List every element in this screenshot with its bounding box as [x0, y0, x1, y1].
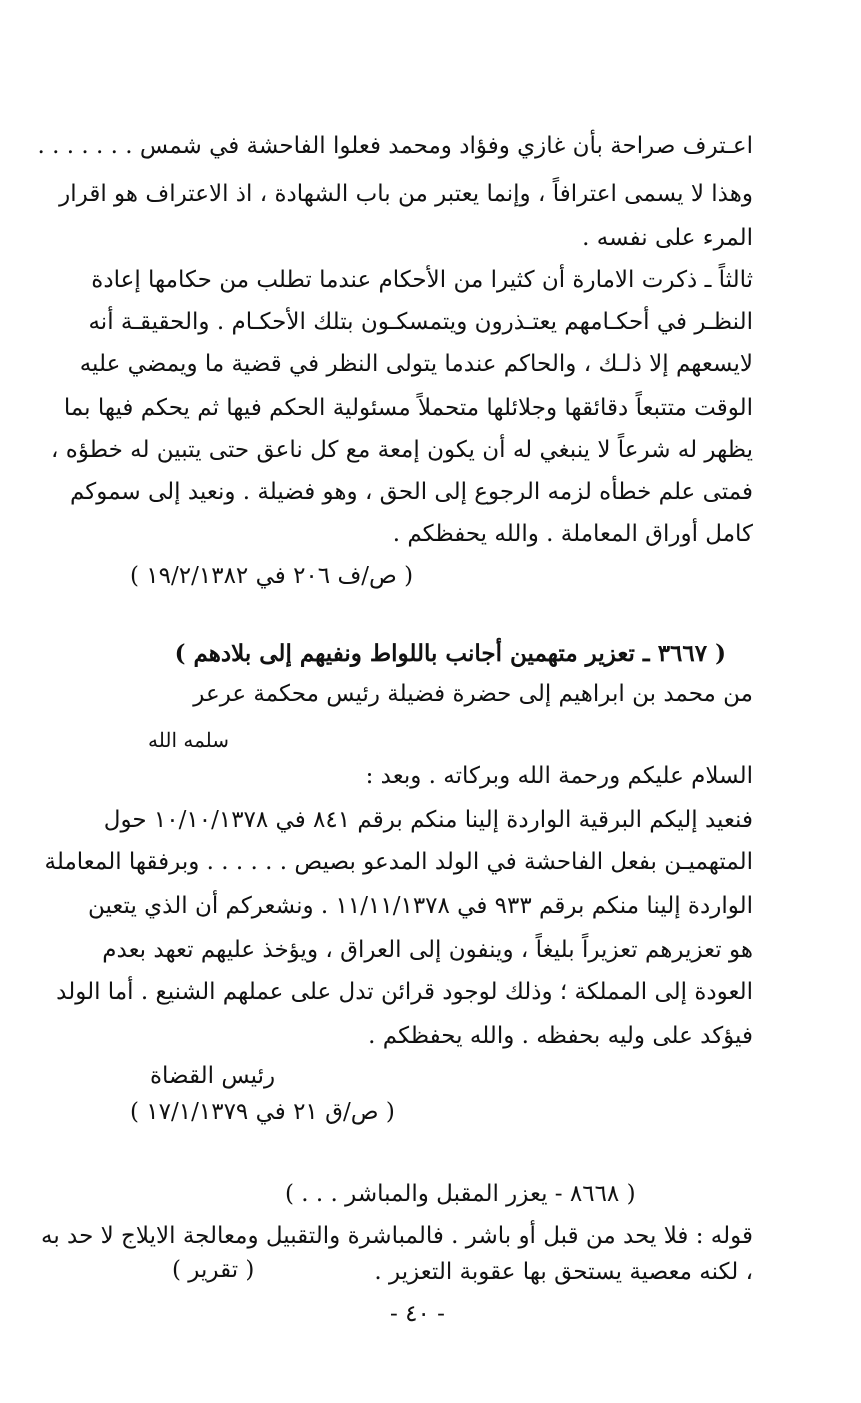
paragraph-line: الواردة إلينا منكم برقم ٩٣٣ في ١١/١١/١٣٧٨ . ونشعركم أن الذي يتعين: [87, 893, 753, 919]
paragraph-line: كامل أوراق المعاملة . والله يحفظكم .: [392, 521, 753, 547]
paragraph-line: فنعيد إليكم البرقية الواردة إلينا منكم برقم ٨٤١ في ١٠/١٠/١٣٧٨ حول: [103, 807, 753, 833]
paragraph-line: المرء على نفسه .: [582, 225, 753, 251]
document-reference: ( ص/ف ٢٠٦ في ١٩/٢/١٣٨٢ ): [130, 563, 414, 589]
paragraph-line: ثالثاً ـ ذكرت الامارة أن كثيرا من الأحكام عندما تطلب من حكامها إعادة: [91, 267, 753, 293]
section-heading: ( ٨٦٦٨ - يعزر المقبل والمباشر . . . ): [285, 1181, 636, 1207]
paragraph-line: النظـر في أحكـامهم يعتـذرون ويتمسكـون بتلك الأحكـام . والحقيقـة أنه: [88, 309, 753, 335]
letter-sender-line: من محمد بن ابراهيم إلى حضرة فضيلة رئيس محكمة عرعر: [193, 681, 753, 707]
paragraph-line: المتهميـن بفعل الفاحشة في الولد المدعو بصيص . . . . . . وبرفقها المعاملة: [44, 849, 753, 875]
paragraph-line: فمتى علم خطأه لزمه الرجوع إلى الحق ، وهو فضيلة . ونعيد إلى سموكم: [69, 479, 753, 505]
paragraph-line: الوقت متتبعاً دقائقها وجلائلها متحملاً مسئولية الحكم فيها ثم يحكم فيها بما: [63, 395, 753, 421]
page-number: - ٤٠ -: [390, 1301, 445, 1327]
paragraph-line: اعـترف صراحة بأن غازي وفؤاد ومحمد فعلوا الفاحشة في شمس . . . . . . .: [37, 133, 753, 159]
letter-greeting: السلام عليكم ورحمة الله وبركاته . وبعد :: [365, 763, 753, 789]
paragraph-line: وهذا لا يسمى اعترافاً ، وإنما يعتبر من باب الشهادة ، اذ الاعتراف هو اقرار: [59, 181, 753, 207]
section-heading: ( ٣٦٦٧ ـ تعزير متهمين أجانب باللواط ونفيهم إلى بلادهم ): [174, 640, 726, 667]
paragraph-line: لايسعهم إلا ذلـك ، والحاكم عندما يتولى النظر في قضية ما ويمضي عليه: [79, 351, 753, 377]
paragraph-line: هو تعزيرهم تعزيراً بليغاً ، وينفون إلى العراق ، ويؤخذ عليهم تعهد بعدم: [102, 937, 753, 963]
paragraph-line: العودة إلى المملكة ؛ وذلك لوجود قرائن تدل على عملهم الشنيع . أما الولد: [56, 979, 753, 1005]
letter-salutation: سلمه الله: [148, 728, 230, 752]
paragraph-line: يظهر له شرعاً لا ينبغي له أن يكون إمعة مع كل ناعق حتى يتبين له خطؤه ،: [51, 437, 753, 463]
paragraph-line: ، لكنه معصية يستحق بها عقوبة التعزير .: [374, 1259, 753, 1285]
section-note: ( تقرير ): [172, 1257, 255, 1283]
paragraph-line: قوله : فلا يحد من قبل أو باشر . فالمباشرة والتقبيل ومعالجة الايلاج لا حد به: [40, 1223, 753, 1249]
document-reference: ( ص/ق ٢١ في ١٧/١/١٣٧٩ ): [130, 1099, 395, 1125]
paragraph-line: فيؤكد على وليه بحفظه . والله يحفظكم .: [368, 1023, 753, 1049]
letter-signature: رئيس القضاة: [150, 1063, 276, 1089]
